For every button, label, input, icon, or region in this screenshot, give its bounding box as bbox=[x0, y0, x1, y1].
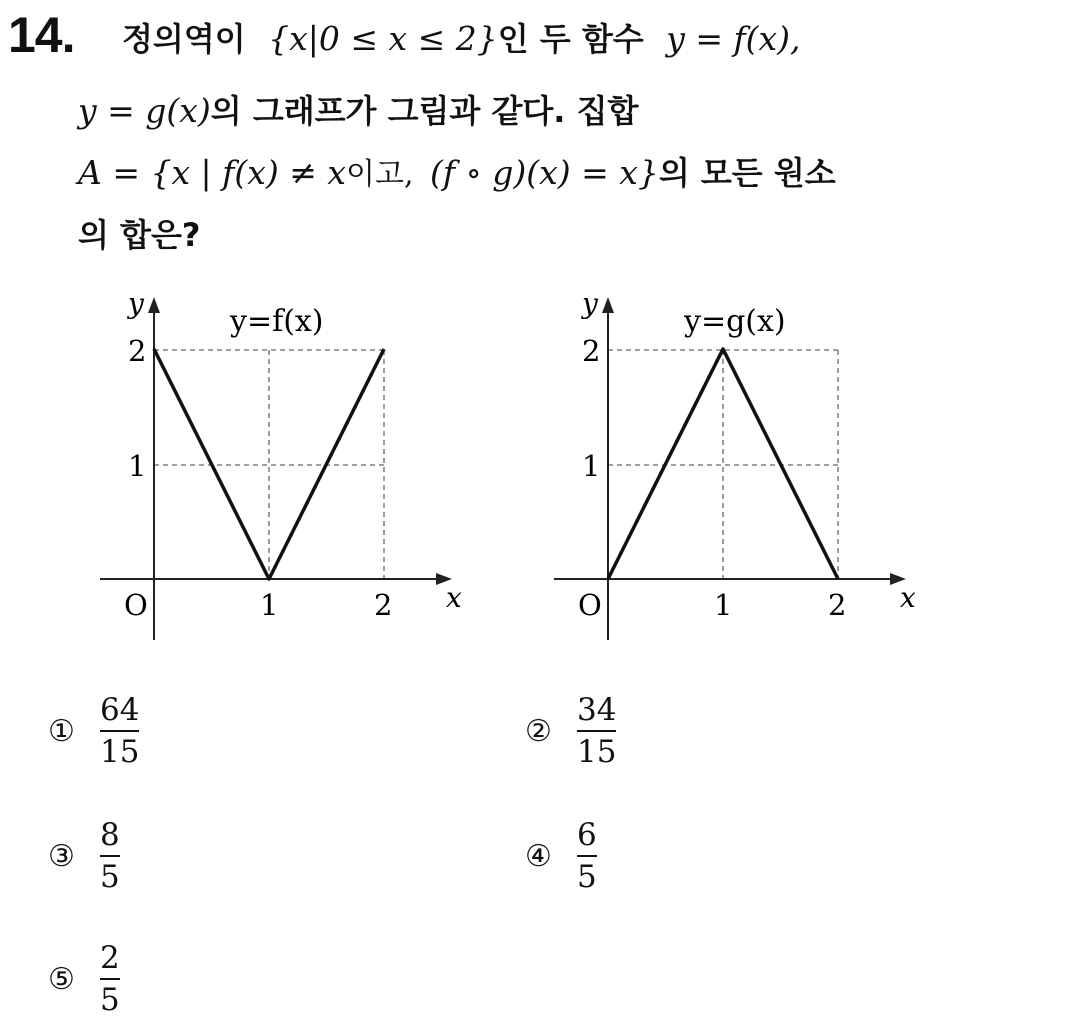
graph-title-g: y=g(x) bbox=[684, 304, 786, 339]
y-axis-label: y bbox=[128, 287, 144, 320]
choice-mark: ④ bbox=[525, 838, 552, 874]
choice-mark: ③ bbox=[48, 838, 75, 874]
fraction-numerator: 64 bbox=[100, 692, 140, 728]
y-axis-label: y bbox=[582, 287, 598, 320]
origin-label: O bbox=[578, 588, 602, 622]
x-tick-label-2: 2 bbox=[374, 588, 393, 622]
x-axis-label: x bbox=[900, 581, 916, 614]
question-line-3 bbox=[78, 148, 836, 194]
fraction bbox=[577, 690, 616, 772]
x-tick-label-1: 1 bbox=[714, 588, 733, 622]
question-text: 의 그래프가 그림과 같다. 집합 bbox=[210, 92, 639, 130]
x-tick-label-2: 2 bbox=[828, 588, 847, 622]
fraction bbox=[100, 815, 120, 897]
choice-mark: ② bbox=[525, 713, 552, 749]
series-line-g bbox=[608, 349, 838, 579]
choice-1[interactable] bbox=[48, 690, 139, 772]
set-a-part-1: A = {x | f(x) ≠ x bbox=[78, 153, 346, 192]
set-a-part-2: (f ∘ g)(x) = x} bbox=[429, 153, 659, 192]
y-tick-label-2: 2 bbox=[128, 334, 147, 368]
fraction bbox=[100, 690, 139, 772]
domain-set: {x|0 ≤ x ≤ 2} bbox=[268, 19, 498, 58]
x-axis-label: x bbox=[446, 581, 462, 614]
choice-mark: ⑤ bbox=[48, 961, 75, 997]
fraction-numerator: 2 bbox=[100, 940, 120, 976]
question-text: 인 두 함수 bbox=[497, 20, 644, 58]
fraction-denominator: 5 bbox=[577, 859, 597, 895]
fraction-denominator: 5 bbox=[100, 982, 120, 1018]
function-g: y = g(x) bbox=[78, 91, 211, 130]
graph-title-f: y=f(x) bbox=[230, 304, 324, 339]
choice-2[interactable] bbox=[525, 690, 616, 772]
question-text: 이고, bbox=[345, 157, 414, 192]
question-line-4 bbox=[78, 210, 200, 256]
graph-g bbox=[544, 285, 924, 655]
choice-5[interactable] bbox=[48, 938, 120, 1020]
fraction-denominator: 15 bbox=[577, 734, 617, 770]
y-tick-label-1: 1 bbox=[582, 449, 601, 483]
fraction-numerator: 6 bbox=[577, 817, 597, 853]
question-line-1 bbox=[122, 14, 801, 60]
x-tick-label-1: 1 bbox=[260, 588, 279, 622]
y-tick-label-2: 2 bbox=[582, 334, 601, 368]
question-text: 의 합은? bbox=[78, 216, 201, 254]
choice-mark: ① bbox=[48, 713, 75, 749]
y-axis-arrow bbox=[148, 297, 160, 313]
question-text: 의 모든 원소 bbox=[658, 154, 836, 192]
fraction-denominator: 15 bbox=[100, 734, 140, 770]
fraction-numerator: 34 bbox=[577, 692, 617, 728]
graph-f bbox=[90, 285, 470, 655]
choice-4[interactable] bbox=[525, 815, 597, 897]
series-line-f bbox=[154, 349, 384, 579]
fraction-numerator: 8 bbox=[100, 817, 120, 853]
origin-label: O bbox=[124, 588, 148, 622]
question-text: 정의역이 bbox=[122, 20, 246, 58]
question-number: 14. bbox=[8, 7, 75, 63]
fraction bbox=[100, 938, 120, 1020]
choice-3[interactable] bbox=[48, 815, 120, 897]
question-line-2 bbox=[78, 86, 638, 132]
fraction bbox=[577, 815, 597, 897]
y-axis-arrow bbox=[602, 297, 614, 313]
function-f: y = f(x), bbox=[666, 19, 801, 58]
fraction-denominator: 5 bbox=[100, 859, 120, 895]
y-tick-label-1: 1 bbox=[128, 449, 147, 483]
